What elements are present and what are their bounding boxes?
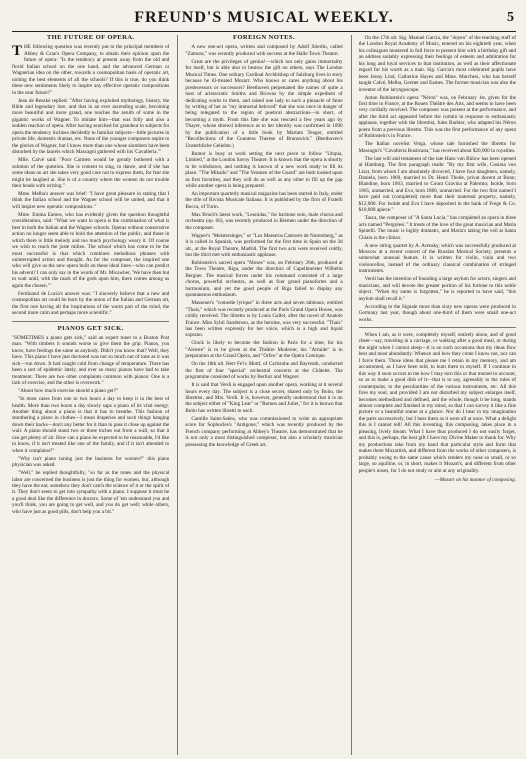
mozart-quotation: When I am, as it were, completely myself, entirely alone, and of good cheer—say, traveling in a carriage, or walking after a good meal, or during the night when I cannot sleep—it is on such occasions that my ideas flow best and most abundantly. Whence and how they come I know not, nor can I force them. Those ideas that please me I retain in my memory, and am accustomed, as I have been told, to hum them to myself. If I continue in this way it soon occurs to me how I may turn this or that morsel to account, so as to make a good dish of it—that is to say, agreeably to the rules of counterpoint, to the peculiarities of the various instruments, etc. All this fires my soul, and provided I am not disturbed my subject enlarges itself, becomes methodized and defined, and the whole, though it be long, stands almost complete and finished in my mind, so that I can survey it like a fine picture or a beautiful statue at a glance. Nor do I hear in my imagination the parts successively, but I hear them as it were all at once. What a delight this is I cannot tell! All this inventing, this composing, takes place in a pleasing, lively dream. What I have thus produced I do not easily forget, and this is, perhaps, the best gift I have my Divine Maker to thank for. Why my productions take from my hand that particular style and form that makes them Mozartish, and different from the works of other composers, is probably owing to the same cause which renders my nose so small, or so large, so aquiline, or, in short, makes it Mozart's, and different from other people's noses, for I do not study or aim at any originality. [358,331,516,474]
article-paragraph: "Well," he replied thoughtfully, "so far as the tones and the physical labor are concerned the business is just the thing for women, but, although they have the ear, somehow they don't catch the science of it or the spirit of it. They don't seem to get into sympathy with a piano. I suppose it must be a good deal like the difference in doctors. Some of 'em understand you and you'll think, you are going to get well, and you do get well; while others, who have just as good pills, don't help you a bit." [12,470,170,515]
news-item: A new string quartet by A. Arensky, which was successfully produced at Moscow at a recent concert of the Russian Musical Society, presents a somewhat unusual feature. It is written for violin, viola and two violoncellos, instead of the ordinary classical combination of stringed instruments. [358,242,516,275]
news-item: According to the Signale more than sixty new operas were produced in Germany last year, though about one-third of them were small one-act works. [358,303,516,323]
article-heading-foreign-notes: FOREIGN NOTES. [232,35,295,41]
article-paragraph: Ferdinand de Lucia's answer was: "I sincerely believe that a new and cosmopolitan art could be born by the union of the Italian and German art, the first one having all the inspirations of the warm part of the mind, the second more calm and perhaps more scientific." [12,290,170,317]
news-item: Gluck is likely to become the fashion in Paris for a time, for his "Alceste" is to be given at the Théâtre Moderne; his "Armide" is in preparation at the Grand Opéra, and "Orfeo" at the Opéra Comique. [185,340,343,360]
news-item: It is said that Verdi is engaged upon another opera, working at it several hours every day. The subject is a close secret, shared only by Boito, the librettist, and Mrs. Verdi. It is, however, generally understood that it is on the subject either of "King Lear" or "Romeo and Juliet," for it is known that Boito has written libretti to each. [185,382,343,414]
masthead [12,5,516,32]
article-heading-pianos-get-sick: PIANOS GET SICK. [57,324,124,332]
article-paragraph: Jean de Reszké replied: "After having exploited mythology, history, the Bible and legendary lore, and that in an ever ascending scale, becoming more beautiful and more grand, one reaches the zenith of some in the gigantic works of Wagner. To imitate him—that was folly and also a sudden reaction of opera. After having searched for grandeur in subjects for opera the tendency inclines decidedly to familiar subjects—little pictures in private life, domestic dramas, etc. None of the younger composers aspire to the glories of Wagner, but I know more than one whose slumbers have been disturbed by the laurels which Mascagni gathered with his 'Cavalleria.'" [12,97,170,156]
news-item: On the 17th ult. Sig. Manuel Garcia, the "doyen" of the teaching staff of the London Royal Academy of Music, entered on his eightieth year, when his colleagues mustered in full force to present him with a birthday gift and an address suitably expressing their feelings of esteem and admiration for his long and loyal services to that institution, as well as their affectionate regard for his worth as a man. Sig. Garcia's most celebrated pupils have been Jenny Lind, Catherine Hayes and Mme. Marchesi, who has herself taught Calvé, Melba, Gerster and Eames. The former musician was also the inventor of the laryngoscope. [358,35,516,93]
news-item: An important quarterly musical magazine has been started in Italy, under the title of Rivista Musicale Italiana. It is published by the firm of Fratelli Bocca, of Turin. [185,190,343,210]
news-item: Verdi has the intention of founding a large asylum for actors, singers and musicians, and will devote the greater portion of his fortune to this noble object. "When my name is forgotten," he is reported to have said, "this asylum shall recall it." [358,276,516,302]
article-paragraph: "About how much exercise should a piano get?" [18,388,119,395]
news-item: Rumor is busy at work setting the next piece to follow "Utopia, Limited," at the London Savoy Theatre. It is known that the opera is shortly to be withdrawn, and nothing is known of a new work ready to fill its place. "The Mikado" and "The Yeomen of the Guard" are both looked upon as first favorites, and they will do as well as any other to fill up the gap while another opera is being prepared. [185,150,343,189]
news-item: Rubinstein's sacred opera "Moses" was, on February 26th, produced at the Town Theatre, Riga, under the direction of Capellmeister Wilhelm Bergner. The musical forces under his command consisted of a large chorus, powerful orchestra, as well as four grand pianofortes and a harmonium, and yet the good people of Riga failed to display any spontaneous enthusiasm. [185,259,343,299]
article-paragraph: "SOMETIMES a piano gets sick," said an expert tuner to a Boston Post man. "With timbers it sounds worse to give them the grip. Pianos, you know, have feelings the same as anybody. Didn't you know that? Well, they have. This piano I have just doctored was not so much out of tune as it was sick—run down. It had caught cold from change of temperature. There has been a sort of epidemic lately, and ever so many pianos have had to take treatment. There are two other complaints common with pianos: One is a lack of exercise, and the other is overwork." [12,334,170,387]
section-divider [12,321,169,322]
news-item: A new one-act opera, written and composed by Adolf Stierlin, called "Zamora," was recently produced with success at the Halle Town Theatre. [185,44,343,57]
news-item: Great are the privileges of genius!—which not only gains immortality for itself, but is able also to bestow the gift on others, says The London Musical Times. One solitary Cardinal Archbishop of Salzburg lives in story because he ill-treated Mozart. Who knows or cares anything about his predecessors or successors? Beethoven perpetuated the names of quite a host of aristocratic Smiths and Browns by the simple expedient of dedicating works to them, and raised one lady to such a pinnacle of fame by writing of her as "my immortal beloved" that she was once in danger of being relegated to the region of poetical abstractions—in short, of becoming a myth. From this fate she was rescued a few years ago by Thayer, whose shrewd inference as to her identity was confirmed in 1890 by the publication of a little book by Mariam Tenger, entitled "Recollections of the Countess Therese of Brunswick." (Beethoven's Unsterbliche Geliebte.) [185,58,343,149]
article-paragraph: THE following question was recently put to the principal members of Abbey & Grau's Opera Company, to obtain their opinion upon the future of opera: "Is the tendency at present away from the old and florid Italian school on the one hand, and the advanced German or Wagnerian idea on the other, towards a cosmopolitan basis of operatic art, uniting the best elements of all the schools? If this is true, do you think these new sentiments likely to inspire any effective operatic compositions in the near future?" [12,43,170,96]
article-paragraph: Mme. Melba's answer was brief: "I have great pleasure in stating that I think the Italian school and the Wagner school will be united, and that it will inspire new operatic compositions." [12,190,170,210]
news-item: Massenet's "comedie lyrique" in three acts and seven tableaux, entitled "Thais," which was recently produced at the Paris Grand Opera House, was coldly received. The libretto is by Louis Gallet, after the novel of Anatole France. Miss Sybil Sanderson, as the heroine, was very successful. "Thais" has been written expressly for her voice, which is a high and liquid soprano. [185,300,343,339]
article-paragraph: Mlle. Calvé said: "Poor Carmen would be greatly bothered with a solution of the question. She is content to sing, to dance, and if she has some ideas on art she takes very good care not to express them, for fear she might be laughed at. She is of a country where the women do not trouble their heads with writing." [12,157,170,189]
section-divider [359,327,516,328]
publication-title: FREUND'S MUSICAL WEEKLY. [134,9,394,26]
column-2 [177,35,342,755]
drop-cap: T [12,43,23,60]
news-item: Wagner's "Meistersinger," or "Los Maestros Cantores de Nuremberg," as it is called in Spanish, was performed for the first time in Spain on the 3d ult., at the Royal Theatre, Madrid. The first two acts were received coldly, but the third met with enthusiastic applause. [185,232,343,258]
news-item: The Italian novelist Verga, whose tale furnished the libretto for Mascagni's "Cavalleria Rusticana," has received about $20,000 in royalties. [358,141,516,154]
news-item: Tasca, the composer of "A Santa Lucia," has completed an opera in three acts named "Pergolesi." It treats of the love of the great musician and Maria Spinelli. The music is highly dramatic, and Maria's taking the veil at Santa Chiara is the climax. [358,215,516,241]
article-columns [12,35,516,755]
news-item: Camille Saint-Saëns, who was commissioned to write an appropriate score for Sophocles's "Antigone," which was recently produced by the French company performing at Abbey's Theatre, has demonstrated that he is not only a most distinguished composer, but also a scholarly musician possessing the knowledge of Greek art. [185,415,343,448]
column-1 [12,35,169,755]
article-heading-future-of-opera: THE FUTURE OF OPERA. [46,35,135,41]
news-item: Max Bruch's latest work, "Leonidas," for baritone solo, male chorus and orchestra (op. 66), was recently produced in Bremen under the direction of the composer. [185,211,343,231]
news-item: Anton Rubinstein's opera "Néron" was, on February 1st, given for the first time in France, at the Rouen Théâtre des Arts, and seems to have been very cordially received. The composer was present at the performance, and after the third act appeared before the curtain in response to enthusiastic applause, together with the librettist, Jules Barbier, who adapted his Néron poem from a previous libretto. This was the first performance of any opera of Rubinstein's in France. [358,94,516,140]
quotation-attribution: —Mozart on his manner of composing. [435,476,516,483]
article-paragraph: "In most cases from one to two hours a day to keep it in the best of health. More than two hours a day slowly saps a piano of its vital energy. Another thing about a piano is that it has to breathe. This fashion of smothering a piano in clothes—I mean draperies and such things hanging down their backs—don't any better for it than to pass it close up against the wall. A piano should stand two or three inches out from a wall, so that it can get plenty of air. How can a piano be expected to be reasonable, I'd like to know, if it isn't treated like one of the family, and if it isn't attended to when it complains?" [12,396,170,454]
article-paragraph: Mme. Emma Eames, who has evidently given the question thoughtful consideration, said: "What we want in opera is the combination of what is best in both the Italian and the Wagner schools. Operas without consecutive action no longer seem able to hold the attention of the public, and those in which there is little melody and too much psychology weary it. Of course we wish to reach the juste milieu. The school which has come to be the most successful is that which combines melodious phrases with uninterrupted action and thought. As for the composer, the inspired one who will give us the new opera built on these ideal lines—who can predict his advent? I can only say in the words of Mr. Micawber, 'We have then but to wait until, with the mark of the gods upon him, there comes among us again the chosen.'" [12,211,170,289]
news-item: On the 18th ult. Herr Fe'ix Mottl, of Carlsruhe and Bayreuth, conducted the first of four "special" orchestral concerts at the Châtelet. The programme consisted of works by Berlioz and Wagner. [185,361,343,381]
page-number: 5 [507,10,514,25]
article-paragraph: "Why isn't piano tuning just the business for women?" this piano physician was asked. [12,455,170,469]
news-item: The last will and testament of the late Hans von Bülow has been opened at Hamburg. The first paragraph reads: "By my first wife, Cosima von Liszt, from whom I am absolutely divorced, I have four daughters, namely, Daniela, born 1860, married to Dr. Henri Thode, privat docent at Bonn; Blandine, born 1863, married to Count Gravina at Palermo; Isolde, born 1865, unmarried, and Eva, born 1866, unmarried. For the two first named I have paid out (completed) more than their maternal property, namely, $12,000. For Isolde and Eva I have deposited in the bank of Frege & Co. $10,000 apiece." [358,155,516,214]
column-3 [351,35,516,755]
